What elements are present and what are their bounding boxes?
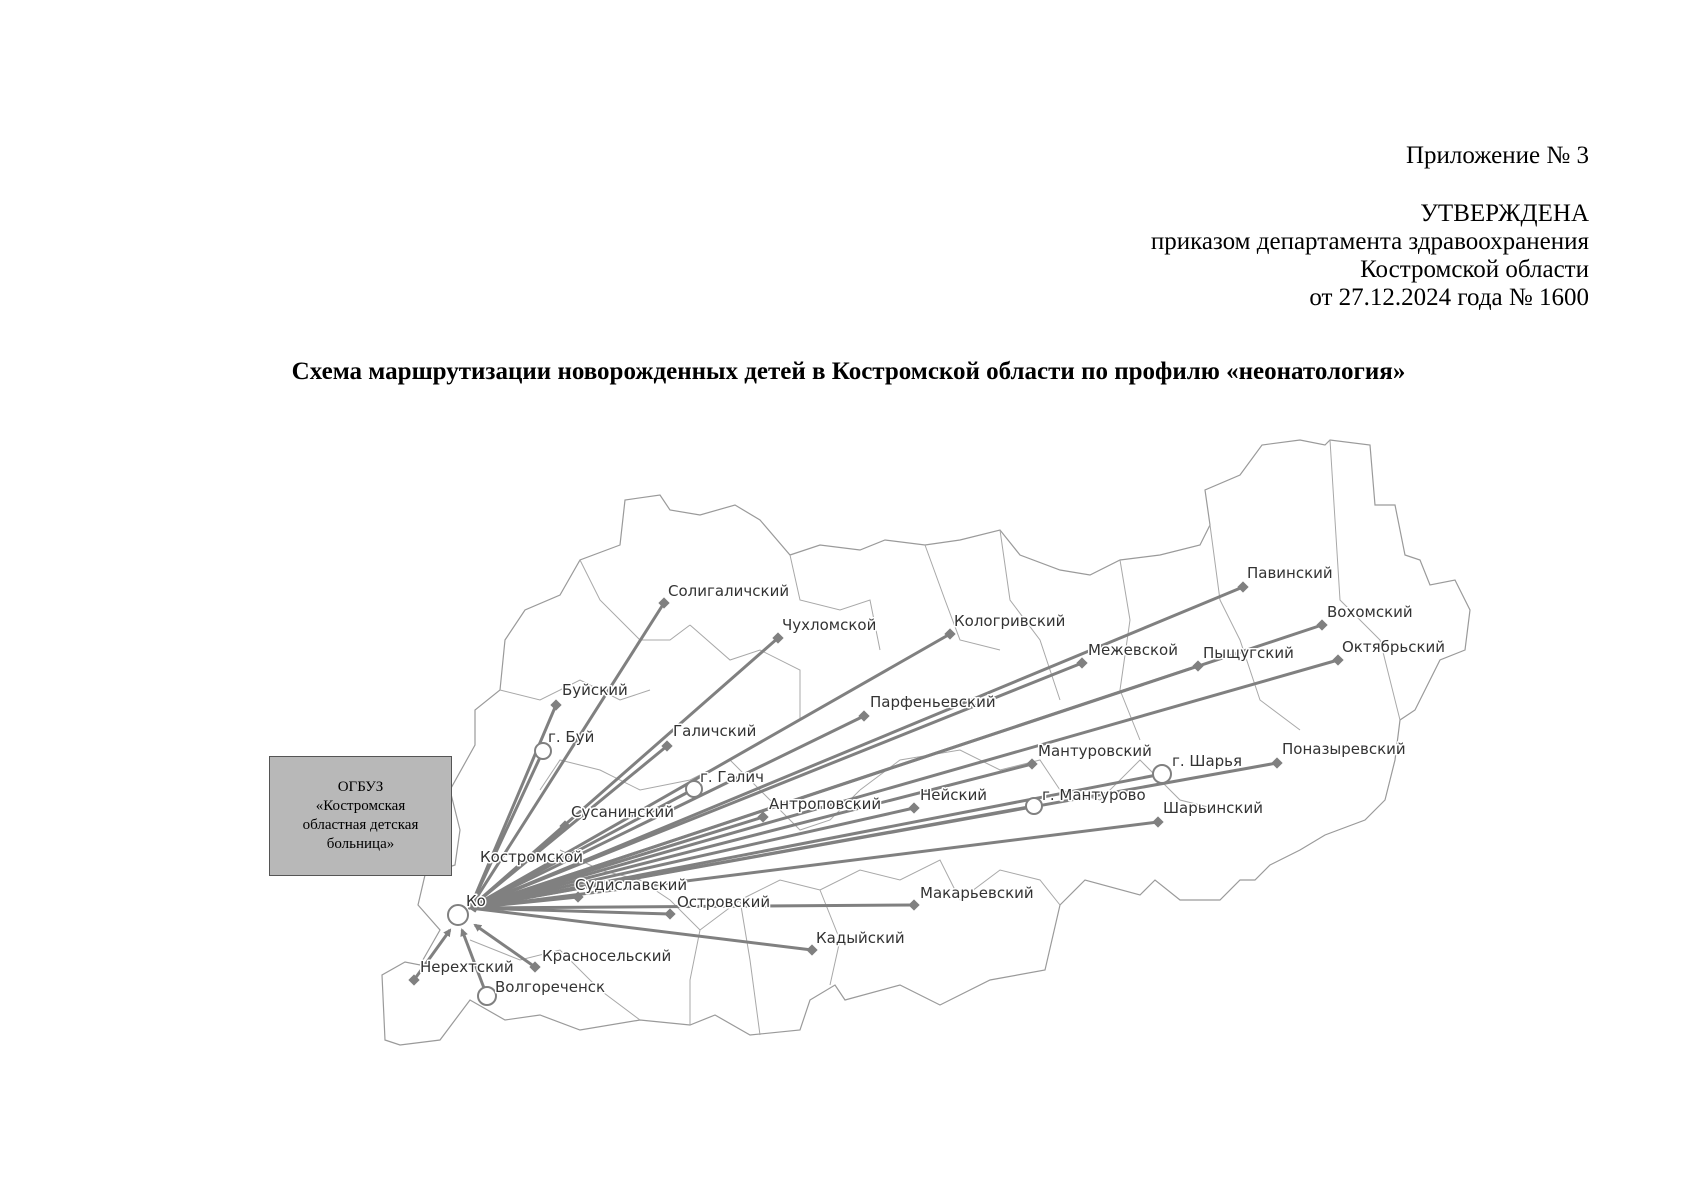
label-chukhlomskoy: Чухломской (782, 616, 877, 634)
label-kologrivsky: Кологривский (954, 612, 1066, 630)
label-susaninsky: Сусанинский (571, 803, 674, 821)
annex-number: Приложение № 3 (1405, 142, 1589, 169)
hospital-line-2: «Костромская (315, 798, 406, 814)
label-city-manturovo: г. Мантурово (1042, 786, 1146, 804)
district-center-dot (664, 908, 675, 919)
label-kadyysky: Кадыйский (816, 929, 905, 947)
city-marker-volgorechensk (478, 987, 496, 1005)
label-ostrovsky: Островский (677, 893, 771, 911)
label-galichsky: Галичский (673, 722, 757, 740)
city-marker-sharya (1153, 765, 1171, 783)
label-pavinsky: Павинский (1247, 564, 1333, 582)
district-center-dot (1332, 654, 1343, 665)
district-center-dot (858, 710, 869, 721)
hospital-line-3: областная детская (302, 817, 419, 833)
document-title: Схема маршрутизации новорожденных детей в Костромской области по профилю «неонатология» (291, 358, 1406, 385)
label-city-sharya: г. Шарья (1172, 752, 1243, 770)
label-city-galich: г. Галич (700, 768, 764, 786)
hospital-box (269, 756, 452, 876)
district-borders (470, 440, 1400, 1035)
label-parfenyevsky: Парфеньевский (870, 693, 996, 711)
label-vokhomsky: Вохомский (1327, 603, 1413, 621)
label-ponazyrevsky: Поназыревский (1282, 740, 1406, 758)
label-oktyabrsky: Октябрьский (1342, 638, 1446, 656)
district-center-dot (908, 899, 919, 910)
order-line-3: от 27.12.2024 года № 1600 (1309, 284, 1589, 311)
label-hub-kostroma: Ко (466, 892, 486, 910)
label-pyshchugsky: Пыщугский (1203, 644, 1294, 662)
label-krasnoselsky: Красносельский (542, 947, 672, 965)
order-line-1: приказом департамента здравоохранения (1150, 228, 1589, 255)
approved-stamp: УТВЕРЖДЕНА (1420, 200, 1589, 227)
label-sudislavsky: Судиславский (575, 876, 688, 894)
label-sharyinsky: Шарьинский (1163, 799, 1263, 817)
label-city-buy: г. Буй (548, 728, 595, 746)
district-center-dot (1316, 619, 1327, 630)
district-center-dot (1076, 657, 1087, 668)
label-kostromskoy: Костромской (480, 848, 584, 866)
hospital-line-4: больница» (326, 836, 395, 852)
label-neysky: Нейский (920, 786, 988, 804)
hospital-line-1: ОГБУЗ (337, 779, 384, 795)
city-marker-manturovo (1026, 798, 1042, 814)
district-center-dot (1271, 757, 1282, 768)
label-buysky: Буйский (562, 681, 628, 699)
label-city-volgorechensk: Волгореченск (495, 978, 606, 996)
district-center-dot (1237, 581, 1248, 592)
hub-marker-kostroma (448, 905, 468, 925)
label-manturovsky: Мантуровский (1038, 742, 1152, 760)
label-antropovsky: Антроповский (769, 795, 882, 813)
district-center-dot (1026, 758, 1037, 769)
label-soligalichsky: Солигаличский (668, 582, 790, 600)
district-center-dot (1192, 660, 1203, 671)
label-mezhevskoy: Межевской (1088, 641, 1178, 659)
district-center-dot (1152, 816, 1163, 827)
label-nerekhtsky: Нерехтский (420, 958, 514, 976)
district-center-dot (550, 699, 561, 710)
label-makaryevsky: Макарьевский (920, 884, 1034, 902)
district-center-dot (908, 802, 919, 813)
district-labels (420, 564, 1445, 976)
order-line-2: Костромской области (1360, 256, 1589, 283)
